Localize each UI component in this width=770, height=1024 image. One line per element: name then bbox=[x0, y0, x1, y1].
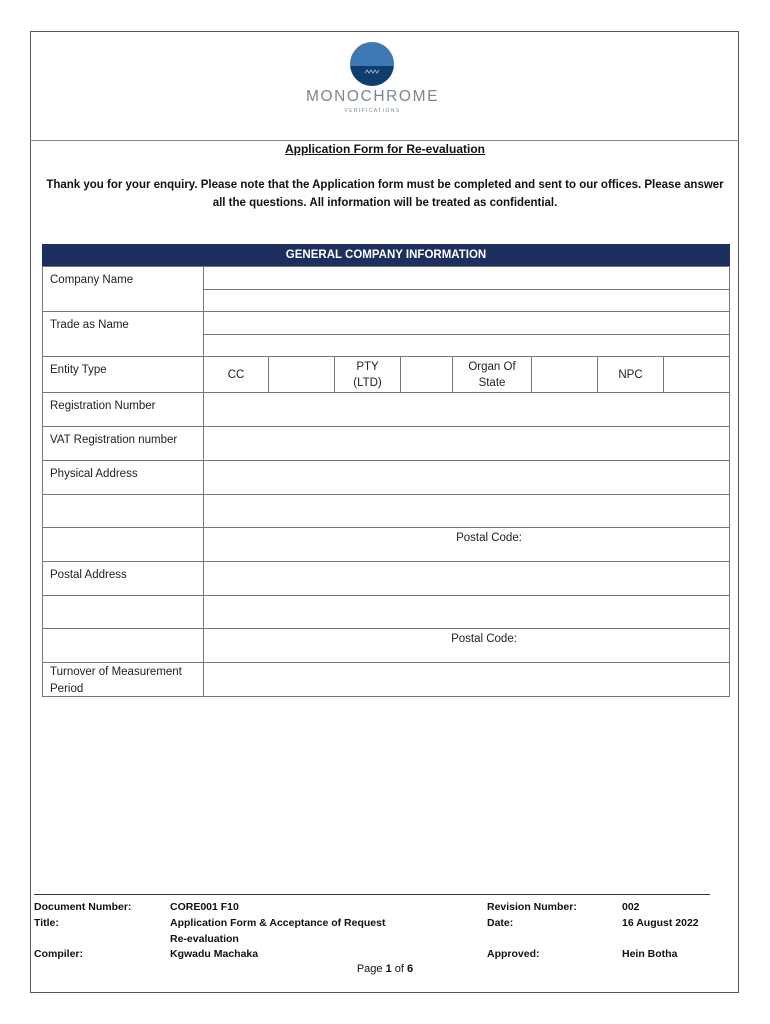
trade-as-name-label: Trade as Name bbox=[42, 311, 204, 357]
document-number-label: Document Number: bbox=[34, 901, 132, 913]
physical-address-label-blank2 bbox=[42, 527, 204, 562]
document-number-value: CORE001 F10 bbox=[170, 901, 239, 913]
compiler-label: Compiler: bbox=[34, 948, 84, 960]
vat-registration-field[interactable] bbox=[203, 426, 730, 461]
title-value-line1: Application Form & Acceptance of Request bbox=[170, 917, 386, 929]
company-name-label: Company Name bbox=[42, 266, 204, 312]
entity-option-pty: PTY (LTD) bbox=[334, 356, 401, 393]
logo-tagline: VERIFICATIONS bbox=[344, 108, 401, 114]
registration-number-field[interactable] bbox=[203, 392, 730, 427]
trade-as-name-field[interactable] bbox=[203, 311, 730, 335]
physical-address-label-blank bbox=[42, 494, 204, 528]
turnover-label: Turnover of Measurement Period bbox=[42, 662, 204, 697]
postal-address-field[interactable] bbox=[203, 561, 730, 596]
company-name-field[interactable] bbox=[203, 266, 730, 290]
company-logo bbox=[300, 42, 445, 122]
header-divider bbox=[30, 140, 739, 141]
logo-emblem-icon bbox=[350, 42, 394, 86]
registration-number-label: Registration Number bbox=[42, 392, 204, 427]
page-total: 6 bbox=[407, 963, 414, 975]
postal-address-label-blank bbox=[42, 595, 204, 629]
postal-address-field-line2[interactable] bbox=[203, 595, 730, 629]
footer-divider bbox=[34, 894, 710, 895]
page-current: 1 bbox=[385, 963, 392, 975]
page-number bbox=[0, 963, 770, 975]
entity-checkbox-cc[interactable] bbox=[268, 356, 335, 393]
physical-address-field[interactable] bbox=[203, 460, 730, 495]
title-label: Title: bbox=[34, 917, 59, 929]
revision-number-label: Revision Number: bbox=[487, 901, 577, 913]
form-title: Application Form for Re-evaluation bbox=[284, 142, 485, 156]
logo-wordmark: MONOCHROME bbox=[305, 88, 440, 105]
page-prefix: Page bbox=[356, 963, 383, 975]
entity-checkbox-npc[interactable] bbox=[663, 356, 730, 393]
date-label: Date: bbox=[487, 917, 514, 929]
vat-registration-label: VAT Registration number bbox=[42, 426, 204, 461]
physical-address-field-line2[interactable] bbox=[203, 494, 730, 528]
revision-number-value: 002 bbox=[622, 901, 640, 913]
approved-label: Approved: bbox=[487, 948, 540, 960]
postal-postal-code-field[interactable]: Postal Code: bbox=[203, 628, 730, 663]
company-name-field-line2[interactable] bbox=[203, 289, 730, 312]
page-of: of bbox=[394, 963, 404, 975]
entity-option-organ-of-state: Organ Of State bbox=[452, 356, 532, 393]
entity-checkbox-pty[interactable] bbox=[400, 356, 453, 393]
title-value-line2: Re-evaluation bbox=[170, 933, 239, 945]
entity-option-npc: NPC bbox=[597, 356, 664, 393]
turnover-field[interactable] bbox=[203, 662, 730, 697]
entity-option-cc: CC bbox=[203, 356, 269, 393]
entity-checkbox-organ-of-state[interactable] bbox=[531, 356, 598, 393]
trade-as-name-field-line2[interactable] bbox=[203, 334, 730, 357]
physical-address-label: Physical Address bbox=[42, 460, 204, 495]
date-value: 16 August 2022 bbox=[622, 917, 699, 929]
approved-value: Hein Botha bbox=[622, 948, 678, 960]
intro-text: Thank you for your enquiry. Please note that the Application form must be completed and sent to our offices. Please answer all the questions. All information will be treated as confidential. bbox=[46, 179, 724, 209]
postal-address-label: Postal Address bbox=[42, 561, 204, 596]
section-heading: GENERAL COMPANY INFORMATION bbox=[42, 244, 730, 266]
physical-postal-code-field[interactable]: Postal Code: bbox=[203, 527, 730, 562]
entity-type-label: Entity Type bbox=[42, 356, 204, 393]
compiler-value: Kgwadu Machaka bbox=[170, 948, 259, 960]
postal-address-label-blank2 bbox=[42, 628, 204, 663]
